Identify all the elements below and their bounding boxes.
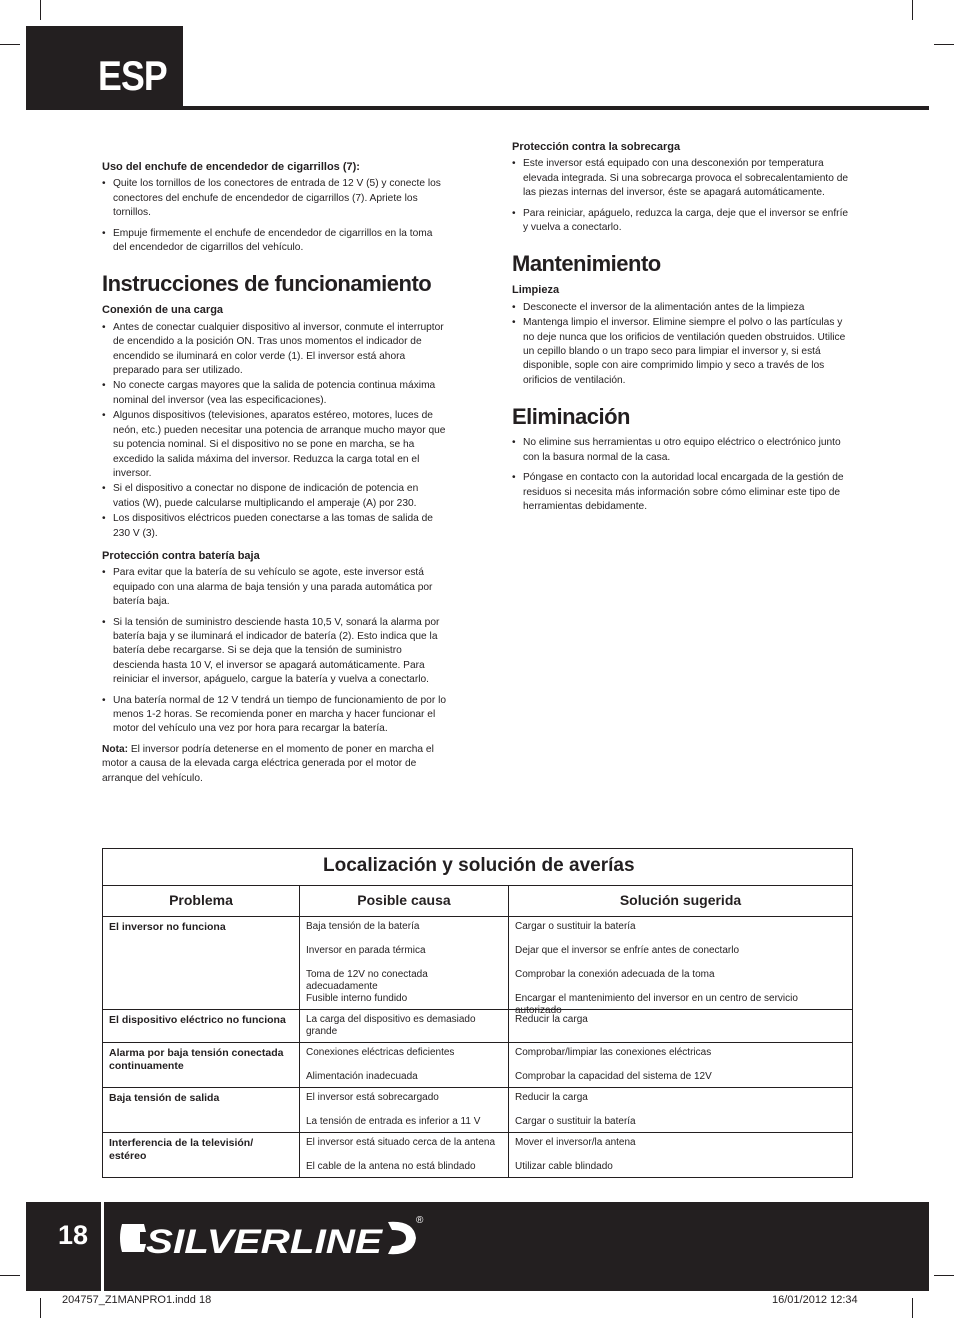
slug-date: 16/01/2012 12:34: [772, 1294, 858, 1306]
crop-mark: [0, 1275, 20, 1276]
cleaning-title: Limpieza: [512, 284, 560, 297]
note-label: Nota:: [102, 743, 129, 755]
logo-wordmark: SILVERLINE: [146, 1223, 384, 1261]
solution-line: Reducir la carga: [515, 1092, 588, 1103]
cause-line: Conexiones eléctricas deficientes: [306, 1047, 455, 1058]
table-row: [103, 1133, 852, 1177]
operation-heading: Instrucciones de funcionamiento: [102, 271, 432, 297]
cause-line: Baja tensión de la batería: [306, 921, 420, 932]
crop-mark: [0, 44, 20, 45]
solution-cell: [509, 1133, 852, 1177]
cause-line: El inversor está sobrecargado: [306, 1092, 439, 1103]
cause-cell: [300, 917, 509, 1009]
header-cause: Posible causa: [300, 886, 509, 916]
list-item: • Los dispositivos eléctricos pueden conectarse a las tomas de salida de 230 V (3).: [102, 512, 447, 541]
cause-line: El cable de la antena no está blindado: [306, 1161, 476, 1172]
troubleshooting-table: [102, 848, 853, 1178]
header-rule: [183, 106, 929, 110]
solution-cell: [509, 1043, 852, 1087]
cause-line: Alimentación inadecuada: [306, 1071, 418, 1082]
language-code: ESP: [98, 52, 167, 99]
list-item: • Si el dispositivo a conectar no dispone de indicación de potencia en vatios (W), puede calcularse multiplicando el amperaje (A) por 230.: [102, 482, 447, 511]
solution-cell: [509, 917, 852, 1016]
solution-line: Cargar o sustituir la batería: [515, 1116, 636, 1127]
cleaning-list: [512, 301, 852, 388]
cause-line: La tensión de entrada es inferior a 11 V: [306, 1116, 481, 1127]
crop-mark: [40, 1298, 41, 1318]
table-row: [103, 1043, 852, 1088]
solution-line: Comprobar la capacidad del sistema de 12V: [515, 1071, 712, 1082]
solution-line: Encargar el mantenimiento del inversor en un centro de servicio autorizado: [515, 993, 798, 1016]
cause-line: El inversor está situado cerca de la antena: [306, 1137, 495, 1148]
solution-line: Comprobar/limpiar las conexiones eléctricas: [515, 1047, 712, 1058]
load-connection-list: [102, 321, 447, 541]
crop-mark: [912, 0, 913, 20]
cause-line: La carga del dispositivo es demasiado grande: [306, 1014, 476, 1037]
cause-cell: [300, 1088, 509, 1132]
list-item: • Una batería normal de 12 V tendrá un tiempo de funcionamiento de por lo menos 1-2 horas. Se recomienda poner en marcha y hacer funcionar el motor del vehículo una vez por hora para recargar la batería.: [102, 694, 447, 737]
silverline-logo: [116, 1210, 428, 1266]
table-row: [103, 1088, 852, 1133]
crop-mark: [40, 0, 41, 20]
table-header: [103, 886, 852, 917]
table-title: Localización y solución de averías: [103, 849, 852, 886]
solution-line: Utilizar cable blindado: [515, 1161, 613, 1172]
maintenance-heading: Mantenimiento: [512, 251, 661, 277]
table-row: [103, 1010, 852, 1043]
crop-mark: [934, 44, 954, 45]
list-item: • Desconecte el inversor de la alimentación antes de la limpieza: [512, 301, 852, 315]
solution-line: Dejar que el inversor se enfríe antes de conectarlo: [515, 945, 740, 956]
crop-mark: [912, 1298, 913, 1318]
list-item: • Mantenga limpio el inversor. Elimine siempre el polvo o las partículas y no deje nunca que los orificios de ventilación queden obstruidos. Utilice un cepillo blando o un trapo seco para limpiar el inversor y, si está disponible, sople con aire comprimido limpio y seco a través de los orificios de ventilación.: [512, 316, 852, 388]
cause-cell: [300, 1043, 509, 1087]
load-connection-title: Conexión de una carga: [102, 304, 224, 317]
list-item: • Quite los tornillos de los conectores de entrada de 12 V (5) y conecte los conectores del enchufe de encendedor de cigarrillos (7). Apriete los tornillos.: [102, 177, 447, 220]
note: [102, 743, 447, 786]
cause-line: Toma de 12V no conectada adecuadamente: [306, 969, 428, 992]
header-solution: Solución sugerida: [619, 892, 742, 908]
cause-cell: [300, 1133, 509, 1177]
cause-line: Fusible interno fundido: [306, 993, 408, 1004]
table-row: [103, 917, 852, 1016]
page-number: 18: [58, 1220, 89, 1250]
solution-line: Reducir la carga: [515, 1014, 588, 1025]
problem-cell: El dispositivo eléctrico no funciona: [103, 1010, 300, 1042]
left-column: [102, 160, 447, 786]
footer-divider: [101, 1202, 104, 1291]
solution-cell: [509, 1088, 852, 1132]
logo-wrench-left: [120, 1224, 146, 1252]
overload-title: Protección contra la sobrecarga: [512, 141, 681, 153]
list-item: • No conecte cargas mayores que la salida de potencia continua máxima nominal del inversor (vea las especificaciones).: [102, 379, 447, 408]
overload-list: [512, 157, 852, 235]
list-item: • Este inversor está equipado con una desconexión por temperatura elevada integrada. Si una sobrecarga provoca el sobrecalentamiento de las piezas internas del inversor, éste se apagará automáticamente.: [512, 157, 852, 200]
cig-lighter-title: Uso del enchufe de encendedor de cigarrillos (7):: [102, 161, 360, 173]
low-battery-list: [102, 566, 447, 736]
registered-mark: ®: [416, 1215, 424, 1226]
cig-lighter-list: [102, 177, 447, 255]
list-item: • Si la tensión de suministro desciende hasta 10,5 V, sonará la alarma por batería baja y se iluminará el indicador de batería (2). Esto indica que la batería debe recargarse. Si se deja que la tensión de suministro descienda hasta 10 V, el inversor se apagará automáticamente. Para reiniciar el inversor, apáguelo, cargue la batería y vuelva a conectarlo.: [102, 616, 447, 688]
solution-line: Comprobar la conexión adecuada de la toma: [515, 969, 715, 980]
problem-cell: El inversor no funciona: [103, 917, 300, 1009]
list-item: • No elimine sus herramientas u otro equipo eléctrico o electrónico junto con la basura normal de la casa.: [512, 436, 852, 465]
list-item: • Antes de conectar cualquier dispositivo al inversor, conmute el interruptor de encendido a la posición ON. Tras unos momentos el indicador de encendido se iluminará en color verde (1). El inversor está ahora preparado para ser utilizado.: [102, 321, 447, 379]
problem-cell: Alarma por baja tensión conectada continuamente: [103, 1043, 300, 1087]
cause-cell: [300, 1010, 509, 1042]
problem-cell: Baja tensión de salida: [103, 1088, 300, 1132]
crop-mark: [934, 1275, 954, 1276]
list-item: • Para evitar que la batería de su vehículo se agote, este inversor está equipado con una alarma de baja tensión y una parada automática por batería baja.: [102, 566, 447, 609]
slug-filename: 204757_Z1MANPRO1.indd 18: [62, 1294, 212, 1306]
problem-cell: Interferencia de la televisión/ estéreo: [103, 1133, 300, 1177]
list-item: • Para reiniciar, apáguelo, reduzca la carga, deje que el inversor se enfríe y vuelva a conectarlo.: [512, 207, 852, 236]
list-item: • Algunos dispositivos (televisiones, aparatos estéreo, motores, luces de neón, etc.) pueden necesitar una potencia de arranque mucho mayor que su potencia nominal. Si el dispositivo no se pone en marcha, se ha excedido la salida máxima del inversor. Reduzca la carga total en el inversor.: [102, 409, 447, 481]
right-column: [512, 140, 852, 520]
solution-line: Mover el inversor/la antena: [515, 1137, 636, 1148]
cause-line: Inversor en parada térmica: [306, 945, 426, 956]
logo-wrench-right: [388, 1222, 416, 1254]
list-item: • Póngase en contacto con la autoridad local encargada de la gestión de residuos si necesita más información sobre cómo eliminar este tipo de herramientas debidamente.: [512, 471, 852, 514]
low-battery-title: Protección contra batería baja: [102, 549, 260, 562]
list-item: • Empuje firmemente el enchufe de encendedor de cigarrillos en la toma del encendedor de cigarrillos del vehículo.: [102, 227, 447, 256]
disposal-list: [512, 436, 852, 514]
note-text: El inversor podría detenerse en el momento de poner en marcha el motor a causa de la elevada carga eléctrica generada por el motor de arranque del vehículo.: [102, 743, 434, 784]
disposal-heading: Eliminación: [512, 404, 630, 430]
solution-line: Cargar o sustituir la batería: [515, 921, 636, 932]
header-problem: Problema: [103, 886, 300, 916]
solution-cell: [509, 1010, 852, 1042]
